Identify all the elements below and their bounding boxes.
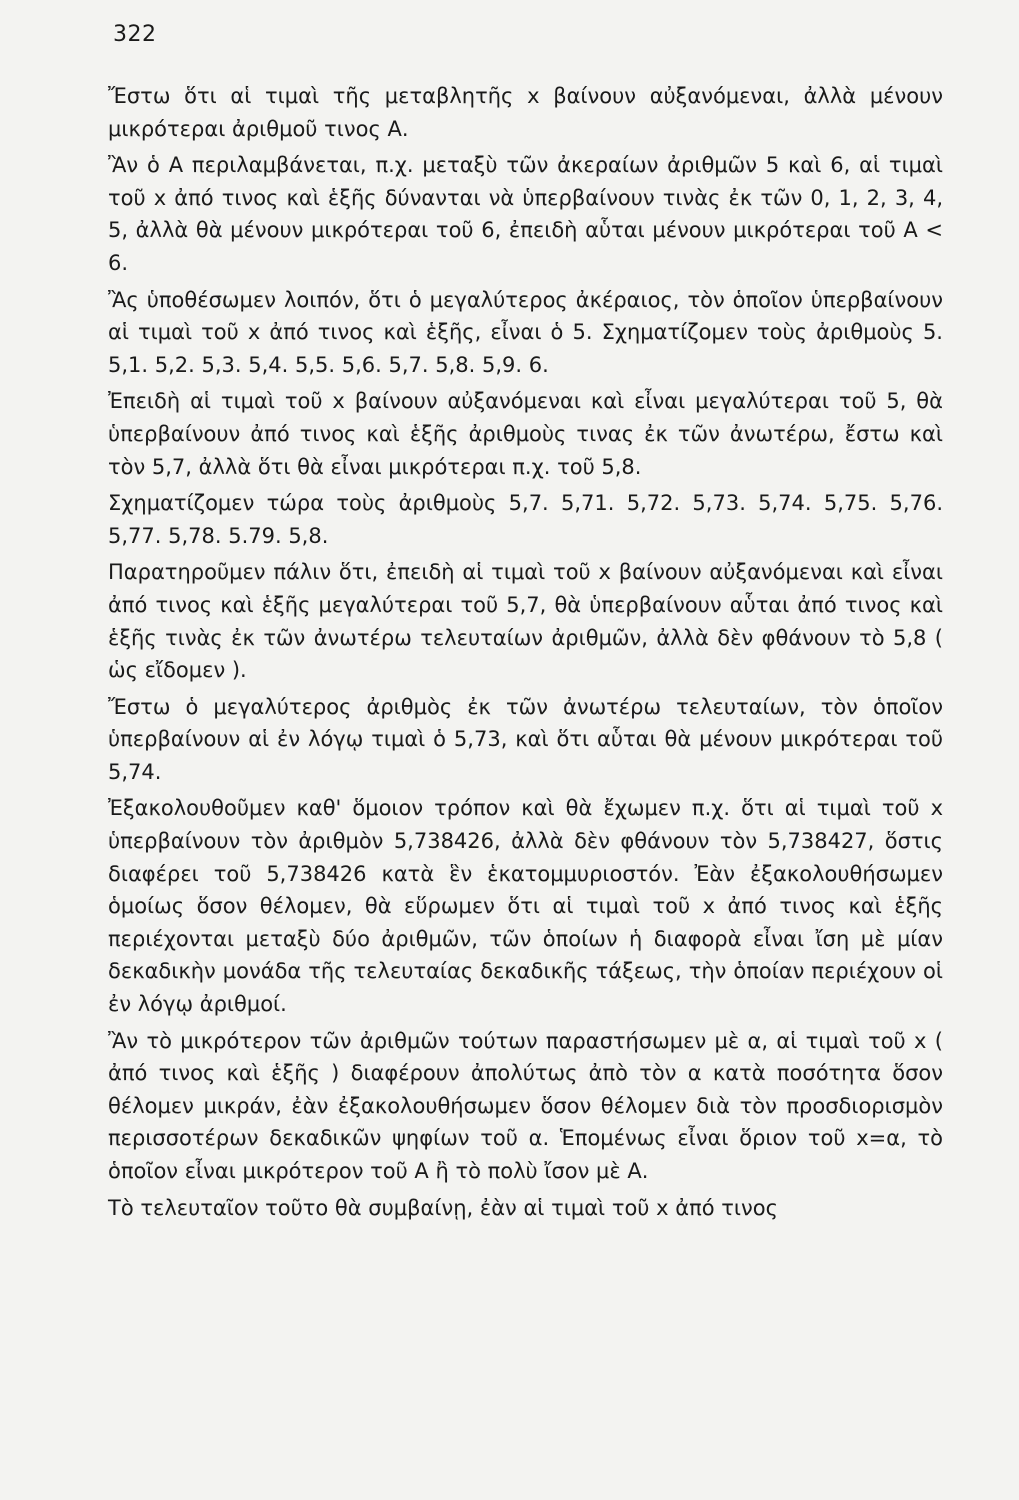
paragraph: Ἂν ὁ Α περιλαμβάνεται, π.χ. μεταξὺ τῶν ἀκεραίων ἀριθμῶν 5 καὶ 6, αἱ τιμαὶ τοῦ x ἀπό τινος καὶ ἑξῆς δύνανται νὰ ὑπερβαίνουν τινὰς ἐκ τῶν 0, 1, 2, 3, 4, 5, ἀλλὰ θὰ μένουν μικρότεραι τοῦ 6, ἐπειδὴ αὗται μένουν μικρότεραι τοῦ Α < 6. bbox=[108, 153, 943, 275]
paragraph: Ἐπειδὴ αἱ τιμαὶ τοῦ x βαίνουν αὐξανόμεναι καὶ εἶναι μεγαλύτεραι τοῦ 5, θὰ ὑπερβαίνουν ἀπό τινος καὶ ἑξῆς ἀριθμοὺς τινας ἐκ τῶν ἀνωτέρω, ἔστω καὶ τὸν 5,7, ἀλλὰ ὅτι θὰ εἶναι μικρότεραι π.χ. τοῦ 5,8. bbox=[108, 389, 943, 479]
page-number: 322 bbox=[113, 22, 157, 47]
paragraph: Ἐξακολουθοῦμεν καθ' ὅμοιον τρόπον καὶ θὰ ἔχωμεν π.χ. ὅτι αἱ τιμαὶ τοῦ x ὑπερβαίνουν τὸν ἀριθμὸν 5,738426, ἀλλὰ δὲν φθάνουν τὸν 5,738427, ὅστις διαφέρει τοῦ 5,738426 κατὰ ἓν ἑκατομμυριοστόν. Ἐὰν ἐξακολουθήσωμεν ὁμοίως ὅσον θέλομεν, θὰ εὕρωμεν ὅτι αἱ τιμαὶ τοῦ x ἀπό τινος καὶ ἑξῆς περιέχονται μεταξὺ δύο ἀριθμῶν, τῶν ὁποίων ἡ διαφορὰ εἶναι ἴση μὲ μίαν δεκαδικὴν μονάδα τῆς τελευταίας δεκαδικῆς τάξεως, τὴν ὁποίαν περιέχουν οἱ ἐν λόγῳ ἀριθμοί. bbox=[108, 796, 943, 1017]
paragraph: Ἔστω ὁ μεγαλύτερος ἀριθμὸς ἐκ τῶν ἀνωτέρω τελευταίων, τὸν ὁποῖον ὑπερβαίνουν αἱ ἐν λόγῳ τιμαὶ ὁ 5,73, καὶ ὅτι αὗται θὰ μένουν μικρότεραι τοῦ 5,74. bbox=[108, 694, 943, 784]
paragraph: Σχηματίζομεν τώρα τοὺς ἀριθμοὺς 5,7. 5,71. 5,72. 5,73. 5,74. 5,75. 5,76. 5,77. 5,78. 5.79. 5,8. bbox=[108, 491, 943, 548]
paragraph: Τὸ τελευταῖον τοῦτο θὰ συμβαίνῃ, ἐὰν αἱ τιμαὶ τοῦ x ἀπό τινος bbox=[108, 1195, 778, 1220]
body-text bbox=[108, 80, 943, 1228]
paragraph: Παρατηροῦμεν πάλιν ὅτι, ἐπειδὴ αἱ τιμαὶ τοῦ x βαίνουν αὐξανόμεναι καὶ εἶναι ἀπό τινος καὶ ἑξῆς μεγαλύτεραι τοῦ 5,7, θὰ ὑπερβαίνουν αὗται ἀπό τινος καὶ ἑξῆς τινὰς ἐκ τῶν ἀνωτέρω τελευταίων ἀριθμῶν, ἀλλὰ δὲν φθάνουν τὸ 5,8 ( ὡς εἴδομεν ). bbox=[108, 560, 943, 683]
paragraph: Ἂν τὸ μικρότερον τῶν ἀριθμῶν τούτων παραστήσωμεν μὲ α, αἱ τιμαὶ τοῦ x ( ἀπό τινος καὶ ἑξῆς ) διαφέρουν ἀπολύτως ἀπὸ τὸν α κατὰ ποσότητα ὅσον θέλομεν μικράν, ἐὰν ἐξακολουθήσωμεν ὅσον θέλομεν διὰ τὸν προσδιορισμὸν περισσοτέρων δεκαδικῶν ψηφίων τοῦ α. Ἑπομένως εἶναι ὅριον τοῦ x=α, τὸ ὁποῖον εἶναι μικρότερον τοῦ Α ἢ τὸ πολὺ ἴσον μὲ Α. bbox=[108, 1028, 943, 1183]
paragraph: Ἔστω ὅτι αἱ τιμαὶ τῆς μεταβλητῆς x βαίνουν αὐξανόμεναι, ἀλλὰ μένουν μικρότεραι ἀριθμοῦ τινος Α. bbox=[108, 84, 943, 141]
paragraph: Ἂς ὑποθέσωμεν λοιπόν, ὅτι ὁ μεγαλύτερος ἀκέραιος, τὸν ὁποῖον ὑπερβαίνουν αἱ τιμαὶ τοῦ x ἀπό τινος καὶ ἑξῆς, εἶναι ὁ 5. Σχηματίζομεν τοὺς ἀριθμοὺς 5. 5,1. 5,2. 5,3. 5,4. 5,5. 5,6. 5,7. 5,8. 5,9. 6. bbox=[108, 287, 943, 377]
